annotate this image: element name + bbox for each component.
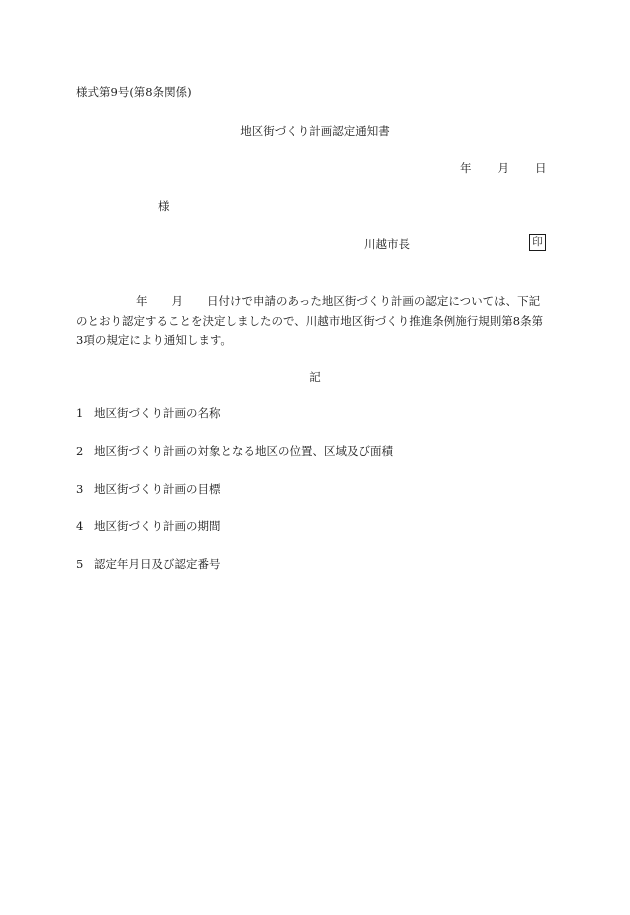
date-line [460, 160, 547, 176]
item-label: 地区街づくり計画の対象となる地区の位置、区域及び面積 [94, 444, 393, 458]
date-month-label: 月 [497, 161, 509, 175]
list-item [76, 405, 221, 421]
body-line-1-text: 日付けで申請のあった地区街づくり計画の認定については、下記 [207, 294, 541, 308]
list-item [76, 481, 221, 497]
body-month-label: 月 [171, 294, 183, 308]
item-label: 認定年月日及び認定番号 [94, 557, 221, 571]
body-line-1 [76, 292, 556, 312]
item-number: 1 [76, 406, 84, 420]
item-number: 3 [76, 482, 84, 496]
ki-heading: 記 [309, 370, 321, 384]
list-item [76, 443, 393, 459]
date-day-label: 日 [535, 161, 547, 175]
item-number: 5 [76, 557, 84, 571]
seal-mark: 印 [529, 234, 546, 251]
body-paragraph [76, 292, 556, 351]
form-number: 様式第9号(第8条関係) [76, 85, 192, 99]
item-number: 2 [76, 444, 84, 458]
list-item [76, 518, 221, 534]
item-label: 地区街づくり計画の期間 [94, 519, 221, 533]
issuer-name: 川越市長 [364, 237, 410, 251]
list-item [76, 556, 221, 572]
item-label: 地区街づくり計画の目標 [94, 482, 221, 496]
item-number: 4 [76, 519, 84, 533]
addressee-suffix: 様 [158, 199, 170, 213]
document-title: 地区街づくり計画認定通知書 [240, 124, 390, 138]
body-year-label: 年 [136, 294, 148, 308]
date-year-label: 年 [460, 161, 472, 175]
body-line-3: 3項の規定により通知します。 [76, 333, 232, 347]
body-line-2: のとおり認定することを決定しましたので、川越市地区街づくり推進条例施行規則第8条第 [76, 313, 544, 328]
item-label: 地区街づくり計画の名称 [94, 406, 221, 420]
